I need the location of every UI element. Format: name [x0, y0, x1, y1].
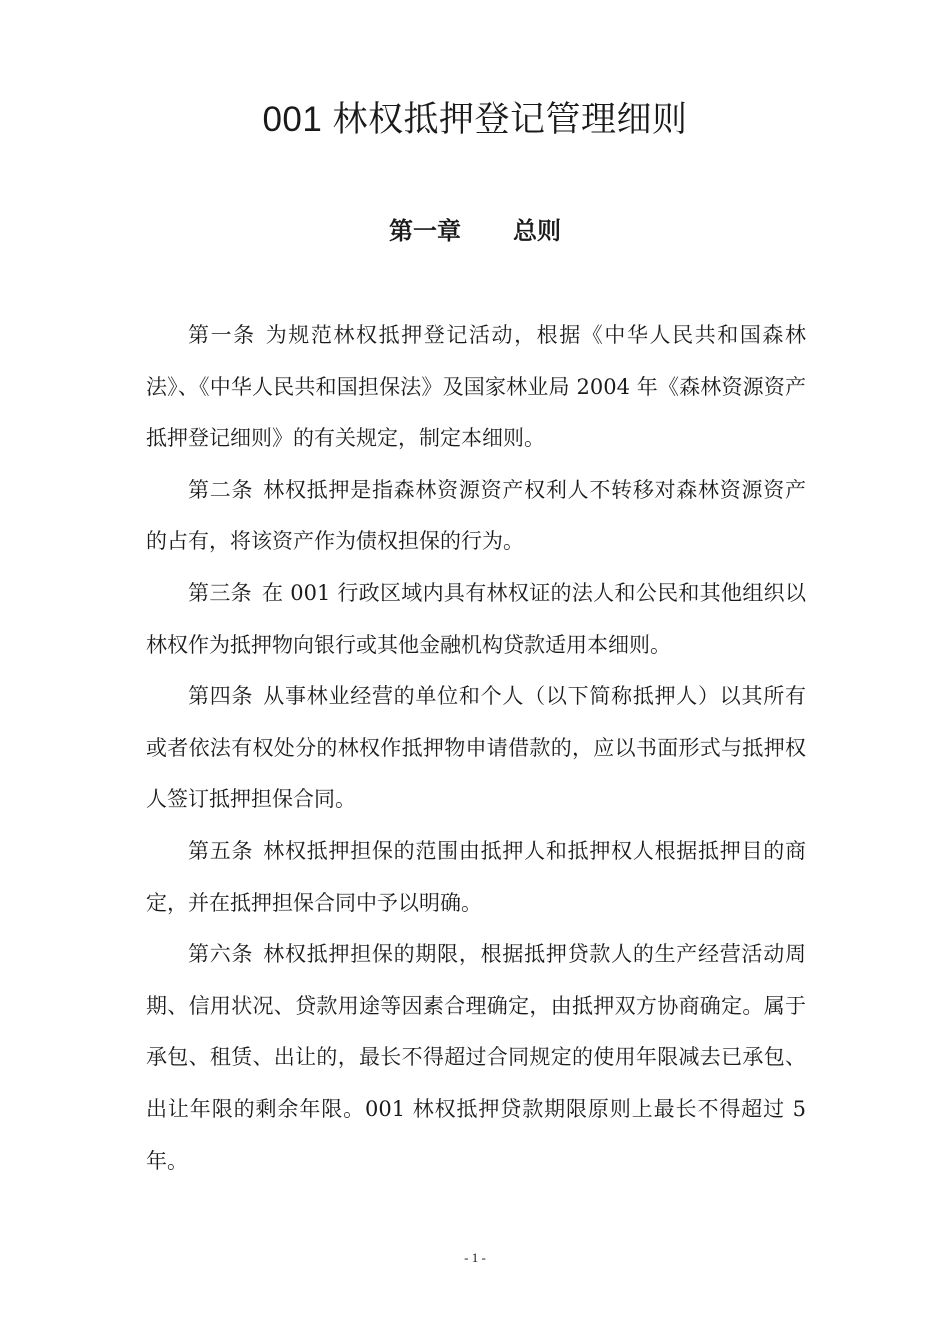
article-2	[146, 465, 806, 568]
document-body	[146, 310, 806, 1187]
article-5	[146, 826, 806, 929]
chapter-name: 总则	[513, 218, 561, 245]
article-3	[146, 568, 806, 671]
article-text: 林权抵押担保的期限，根据抵押贷款人的生产经营活动周期、信用状况、贷款用途等因素合理确定，由抵押双方协商确定。属于承包、租赁、出让的，最长不得超过合同规定的使用年限减去已承包、出让年限的剩余年限。001 林权抵押贷款期限原则上最长不得超过 5 年。	[146, 942, 807, 1173]
chapter-heading	[0, 214, 950, 250]
document-title: 001 林权抵押登记管理细则	[262, 100, 688, 139]
article-label: 第三条	[188, 580, 252, 605]
article-label: 第五条	[188, 838, 254, 863]
chapter-number: 第一章	[389, 218, 461, 245]
article-label: 第四条	[188, 684, 254, 709]
article-label: 第一条	[188, 323, 256, 347]
article-text: 林权抵押担保的范围由抵押人和抵押权人根据抵押目的商定，并在抵押担保合同中予以明确。	[146, 838, 807, 915]
article-text: 林权抵押是指森林资源资产权利人不转移对森林资源资产的占有，将该资产作为债权担保的行为。	[146, 477, 807, 554]
article-4	[146, 671, 806, 826]
article-text: 为规范林权抵押登记活动，根据《中华人民共和国森林法》、《中华人民共和国担保法》及国家林业局 2004 年《森林资源资产抵押登记细则》的有关规定，制定本细则。	[146, 323, 807, 451]
article-label: 第二条	[188, 477, 254, 502]
page-number: - 1 -	[464, 1250, 486, 1265]
article-text: 从事林业经营的单位和个人（以下简称抵押人）以其所有或者依法有权处分的林权作抵押物申请借款的，应以书面形式与抵押权人签订抵押担保合同。	[146, 684, 807, 812]
article-label: 第六条	[188, 942, 254, 967]
article-text: 在 001 行政区域内具有林权证的法人和公民和其他组织以林权作为抵押物向银行或其他金融机构贷款适用本细则。	[146, 580, 806, 657]
article-1	[146, 310, 806, 465]
article-6	[146, 929, 806, 1187]
